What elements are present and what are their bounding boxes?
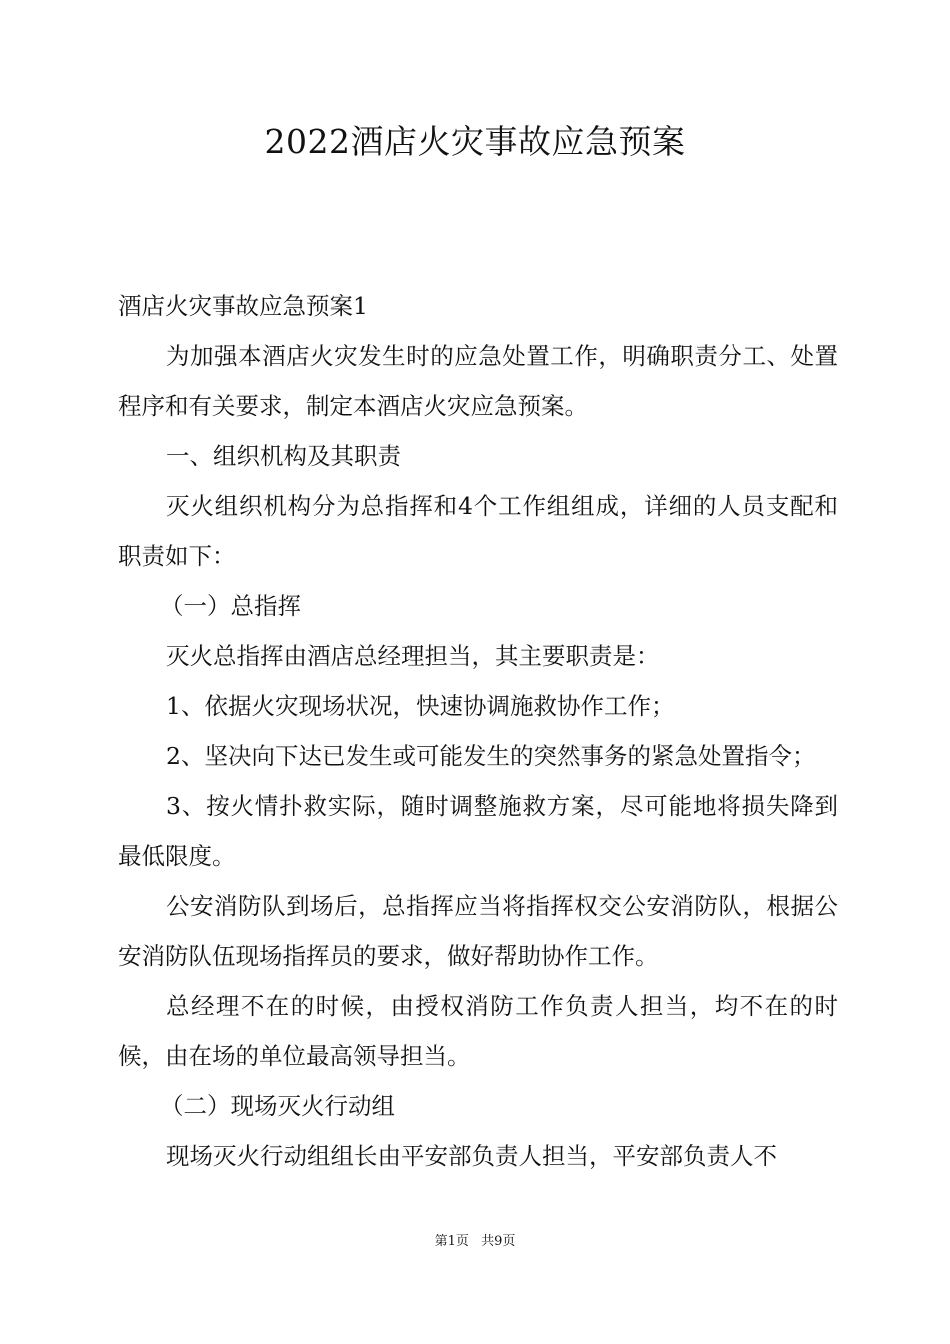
page-total: 共9页 <box>481 1234 516 1249</box>
page-footer <box>0 1233 950 1251</box>
document-body <box>118 281 838 1181</box>
subsection-heading: 一、组织机构及其职责 <box>166 442 401 470</box>
list-item: 1、依据火灾现场状况，快速协调施救协作工作； <box>166 692 675 720</box>
list-item: 3、按火情扑救实际，随时调整施救方案，尽可能地将损失降到最低限度。 <box>118 792 838 870</box>
subsection-heading: （二）现场灭火行动组 <box>160 1092 395 1120</box>
list-item: 2、坚决向下达已发生或可能发生的突然事务的紧急处置指令； <box>166 742 816 770</box>
page-number: 第1页 <box>434 1234 469 1249</box>
subsection-heading: （一）总指挥 <box>160 592 301 620</box>
paragraph: 为加强本酒店火灾发生时的应急处置工作，明确职责分工、处置程序和有关要求，制定本酒店火灾应急预案。 <box>118 342 838 420</box>
section-heading: 酒店火灾事故应急预案1 <box>118 292 368 320</box>
paragraph: 总经理不在的时候，由授权消防工作负责人担当，均不在的时候，由在场的单位最高领导担当。 <box>118 992 838 1070</box>
paragraph: 灭火总指挥由酒店总经理担当，其主要职责是： <box>166 642 660 670</box>
document-title: 2022酒店火灾事故应急预案 <box>264 122 686 161</box>
paragraph: 灭火组织机构分为总指挥和4个工作组组成，详细的人员支配和职责如下： <box>118 492 838 570</box>
paragraph: 现场灭火行动组组长由平安部负责人担当，平安部负责人不 <box>166 1142 777 1170</box>
paragraph: 公安消防队到场后，总指挥应当将指挥权交公安消防队，根据公安消防队伍现场指挥员的要求，做好帮助协作工作。 <box>118 892 838 970</box>
